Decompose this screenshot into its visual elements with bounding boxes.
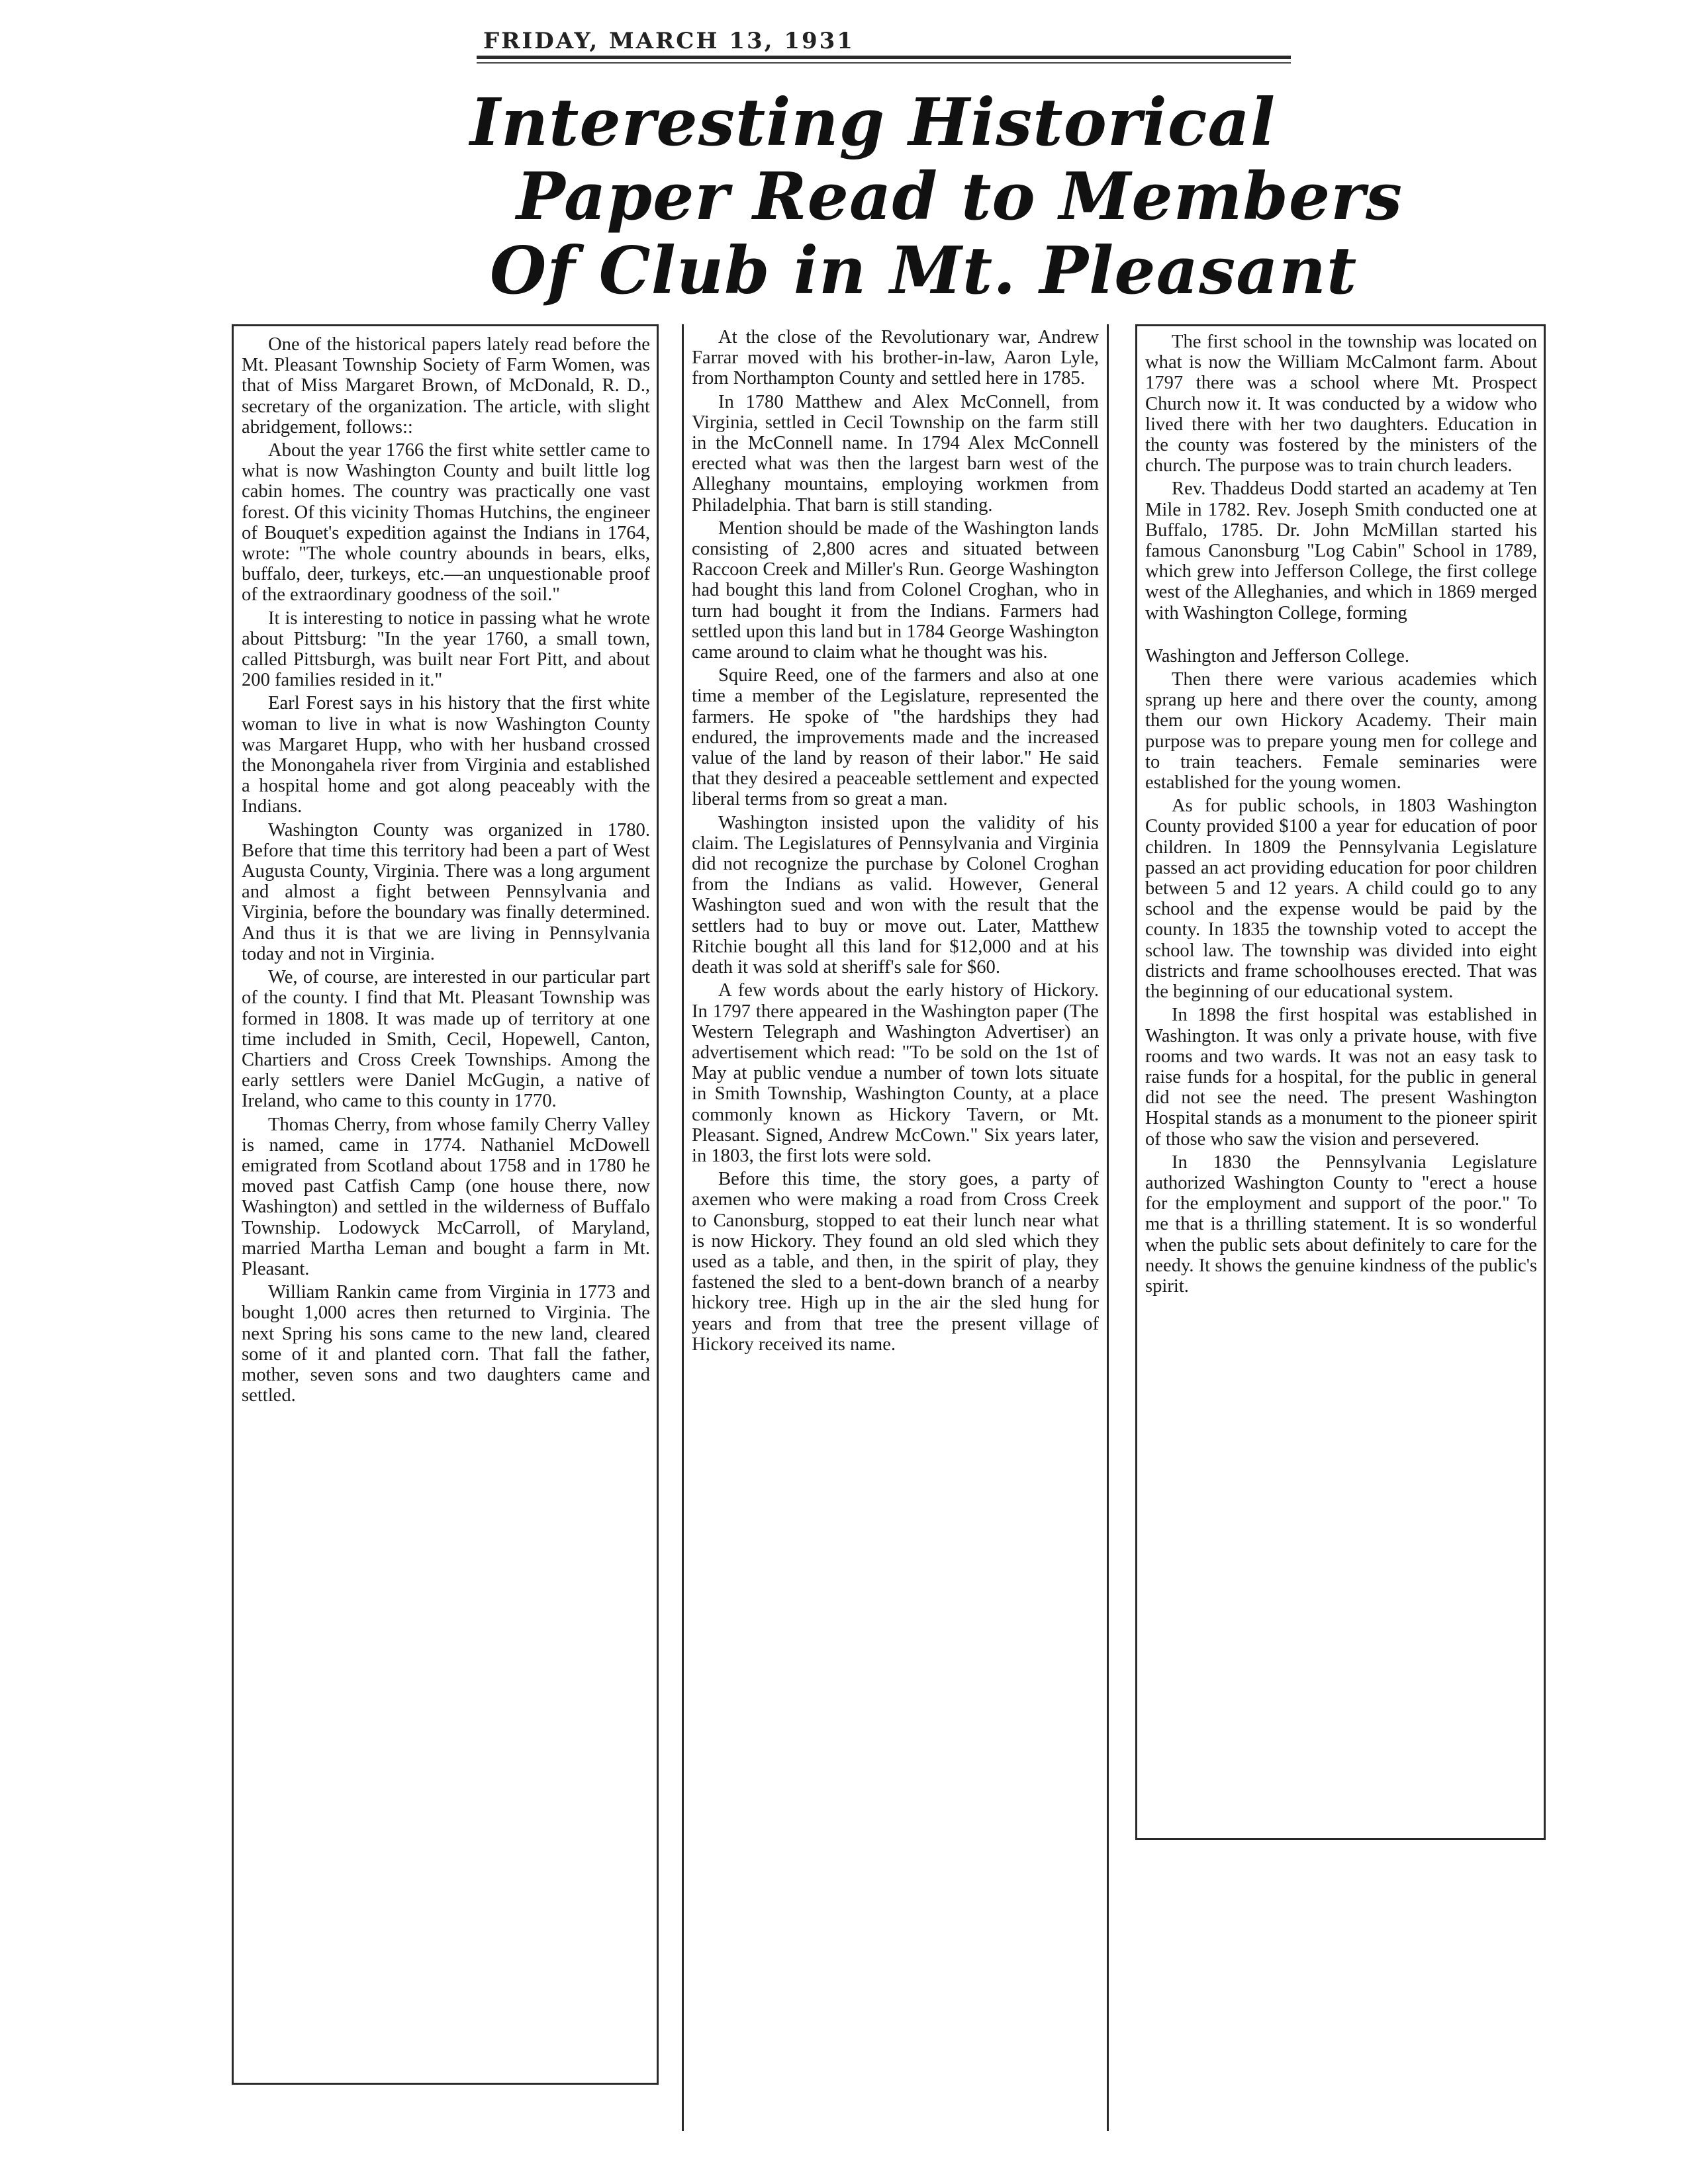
headline-line-2: Paper Read to Members <box>516 159 1403 235</box>
paragraph: Earl Forest says in his history that the first white woman to live in what is now Washington County was Margaret Hupp, who with her husband crossed the Monongahela river from Virginia and established a hospital home and got along peaceably with the Indians. <box>242 693 650 817</box>
top-rule <box>477 56 1291 59</box>
column-splice-gap <box>1145 626 1537 646</box>
paragraph: One of the historical papers lately read before the Mt. Pleasant Township Society of Farm Women, was that of Miss Margaret Brown, of McDonald, R. D., secretary of the organization. The article, with slight abridgement, follows:: <box>242 334 650 437</box>
dateline: FRIDAY, MARCH 13, 1931 <box>483 28 855 54</box>
paragraph: We, of course, are interested in our particular part of the county. I find that Mt. Pleasant Township was formed in 1808. It was made up of territory at one time included in Smith, Cecil, Hopewell, Canton, Chartiers and Cross Creek Townships. Among the early settlers were Daniel McGugin, a native of Ireland, who came to this county in 1770. <box>242 967 650 1112</box>
article-column-1 <box>232 324 659 2085</box>
paragraph: Washington County was organized in 1780. Before that time this territory had been a part of West Augusta County, Virginia. There was a long argument and almost a fight between Pennsylvania and Virginia, before the boundary was finally determined. And thus it is that we are living in Pennsylvania today and not in Virginia. <box>242 819 650 964</box>
top-rule-thin <box>477 62 1291 64</box>
paragraph: As for public schools, in 1803 Washington County provided $100 a year for education of poor children. In 1809 the Pennsylvania Legislature passed an act providing education for poor children between 5 and 12 years. A child could go to any school and the expense would be paid by the county. In 1835 the township voted to accept the school law. The township was divided into eight districts and frame schoolhouses erected. That was the beginning of our educational system. <box>1145 796 1537 1003</box>
headline <box>463 85 1403 309</box>
article-column-3 <box>1135 324 1546 1840</box>
article-column-2 <box>682 324 1109 2131</box>
paragraph: In 1780 Matthew and Alex McConnell, from Virginia, settled in Cecil Township on the farm still in the McConnell name. In 1794 Alex McConnell erected what was then the largest barn west of the Alleghany mountains, employing workmen from Philadelphia. That barn is still standing. <box>692 391 1099 516</box>
paragraph: In 1898 the first hospital was established in Washington. It was only a private house, with five rooms and two wards. It was not an easy task to raise funds for a hospital, for the public in general did not see the need. The present Washington Hospital stands as a monument to the pioneer spirit of those who saw the vision and persevered. <box>1145 1005 1537 1150</box>
paragraph: In 1830 the Pennsylvania Legislature authorized Washington County to "erect a house for the employment and support of the poor." To me that is a thrilling statement. It is so wonderful when the public sets about definitely to care for the needy. It shows the genuine kindness of the public's spirit. <box>1145 1152 1537 1297</box>
paragraph: Then there were various academies which sprang up here and there over the county, among them our own Hickory Academy. Their main purpose was to prepare young men for college and to train teachers. Female seminaries were established for the young women. <box>1145 669 1537 794</box>
paragraph: Mention should be made of the Washington lands consisting of 2,800 acres and situated between Raccoon Creek and Miller's Run. George Washington had bought this land from Colonel Croghan, who in turn had bought it from the Indians. Farmers had settled upon this land but in 1784 George Washington came around to claim what he thought was his. <box>692 518 1099 663</box>
paragraph: William Rankin came from Virginia in 1773 and bought 1,000 acres then returned to Virginia. The next Spring his sons came to the new land, cleared some of it and planted corn. That fall the father, mother, seven sons and two daughters came and settled. <box>242 1282 650 1406</box>
paragraph: Squire Reed, one of the farmers and also at one time a member of the Legislature, represented the farmers. He spoke of "the hardships they had endured, the improvements made and the increased value of the land by reason of their labor." He said that they desired a peaceable settlement and expected liberal terms from so great a man. <box>692 665 1099 810</box>
paragraph-continued: Washington and Jefferson College. <box>1145 645 1409 666</box>
paragraph: Before this time, the story goes, a party of axemen who were making a road from Cross Creek to Canonsburg, stopped to eat their lunch near what is now Hickory. They found an old sled which they used as a table, and then, in the spirit of play, they fastened the sled to a bent-down branch of a nearby hickory tree. High up in the air the sled hung for years and from that tree the present village of Hickory received its name. <box>692 1169 1099 1355</box>
headline-line-1: Interesting Historical <box>470 85 1276 161</box>
paragraph: Washington insisted upon the validity of his claim. The Legislatures of Pennsylvania and Virginia did not recognize the purchase by Colonel Croghan from the Indians as valid. However, General Washington sued and won with the result that the settlers had to buy or move out. Later, Matthew Ritchie bought all this land for $12,000 and at his death it was sold at sheriff's sale for $60. <box>692 812 1099 978</box>
paragraph: It is interesting to notice in passing what he wrote about Pittsburg: "In the year 1760, a small town, called Pittsburgh, was built near Fort Pitt, and about 200 families resided in it." <box>242 608 650 691</box>
paragraph: Rev. Thaddeus Dodd started an academy at Ten Mile in 1782. Rev. Joseph Smith conducted one at Buffalo, 1785. Dr. John McMillan started his famous Canonsburg "Log Cabin" School in 1789, which grew into Jefferson College, the first college west of the Alleghanies, and which in 1869 merged with Washington College, forming <box>1145 478 1537 623</box>
headline-line-3: Of Club in Mt. Pleasant <box>490 233 1358 309</box>
paragraph: About the year 1766 the first white settler came to what is now Washington County and built little log cabin homes. The country was practically one vast forest. Of this vicinity Thomas Hutchins, the engineer of Bouquet's expedition against the Indians in 1764, wrote: "The whole country abounds in bears, elks, buffalo, deer, turkeys, etc.—an unquestionable proof of the extraordinary goodness of the soil." <box>242 440 650 606</box>
paragraph: At the close of the Revolutionary war, Andrew Farrar moved with his brother-in-law, Aaron Lyle, from Northampton County and settled here in 1785. <box>692 327 1099 389</box>
paragraph: A few words about the early history of Hickory. In 1797 there appeared in the Washington paper (The Western Telegraph and Washington Advertiser) an advertisement which read: "To be sold on the 1st of May at public vendue a number of town lots situate in Smith Township, Washington County, at a place commonly known as Hickory Tavern, or Mt. Pleasant. Signed, Andrew McCown." Six years later, in 1803, the first lots were sold. <box>692 980 1099 1166</box>
paragraph: Thomas Cherry, from whose family Cherry Valley is named, came in 1774. Nathaniel McDowell emigrated from Scotland about 1758 and in 1780 he moved past Catfish Camp (one house there, now Washington) and settled in the wilderness of Buffalo Township. Lodowyck McCarroll, of Maryland, married Martha Leman and bought a farm in Mt. Pleasant. <box>242 1114 650 1279</box>
paragraph: The first school in the township was located on what is now the William McCalmont farm. About 1797 there was a school where Mt. Prospect Church now it. It was conducted by a widow who lived there with her two daughters. Education in the county was fostered by the ministers of the church. The purpose was to train church leaders. <box>1145 332 1537 477</box>
